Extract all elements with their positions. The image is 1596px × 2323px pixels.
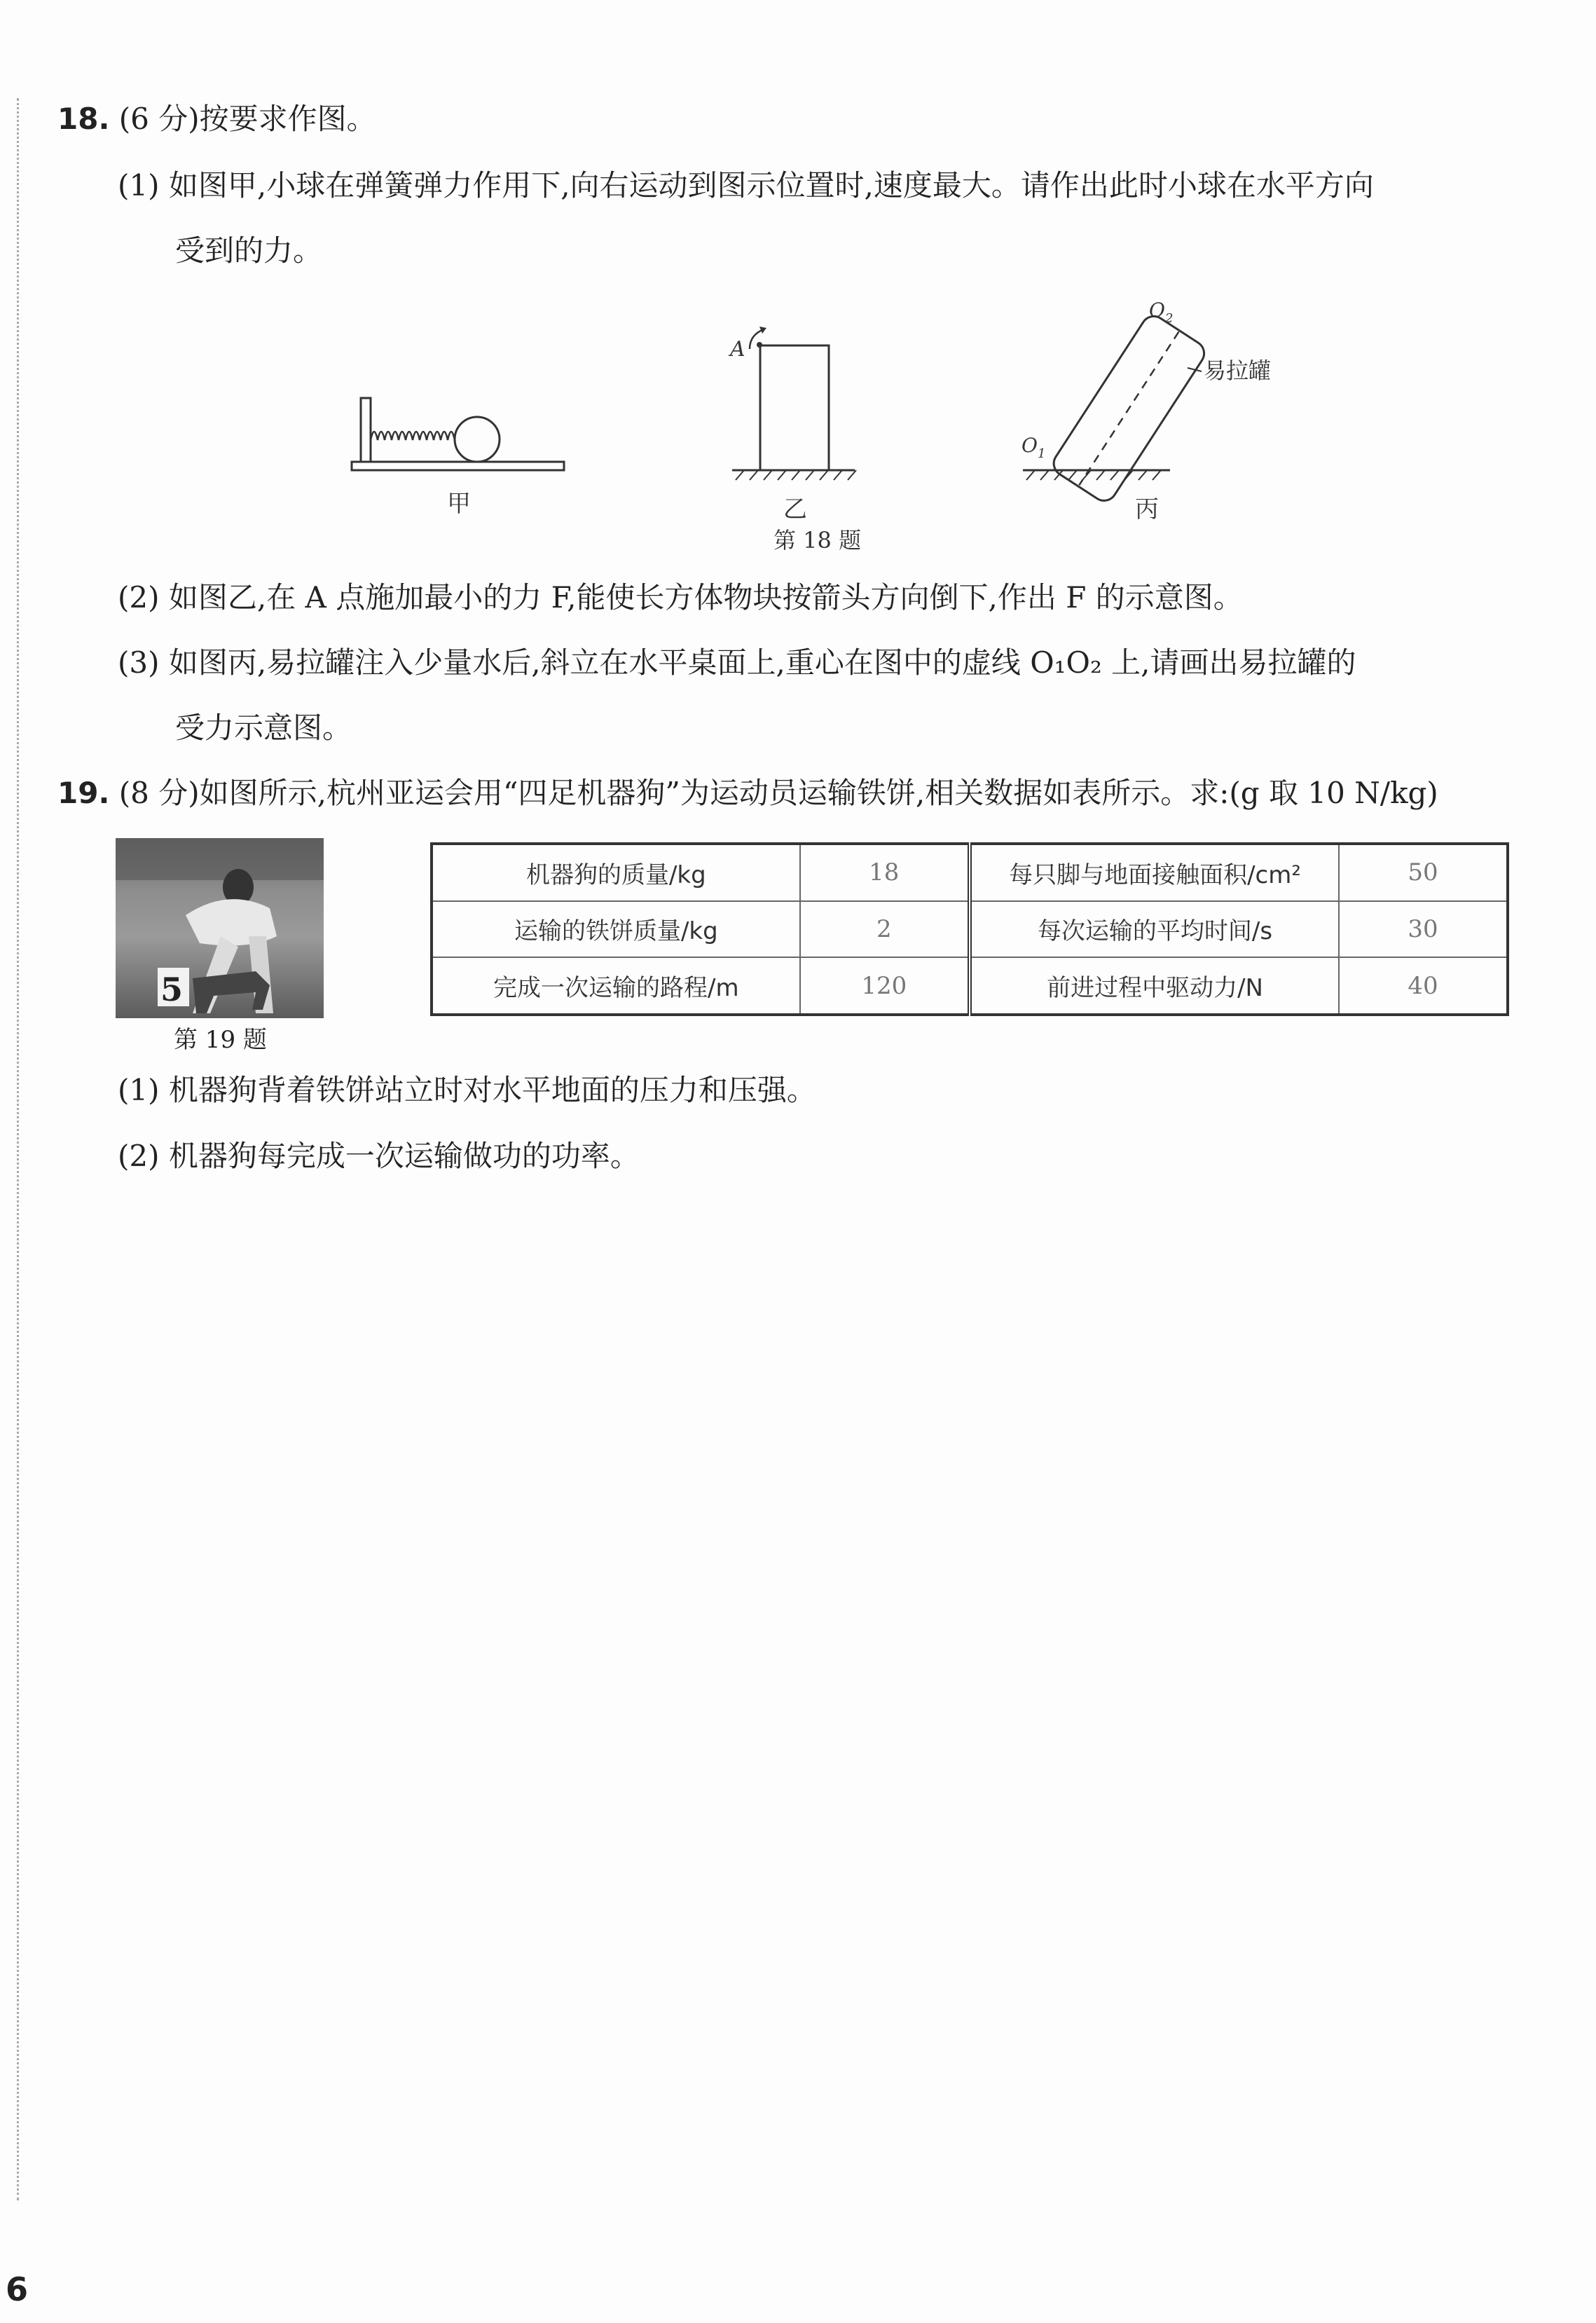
q19-head-text: (8 分)如图所示,杭州亚运会用“四足机器狗”为运动员运输铁饼,相关数据如表所示。求:(g 取 10 N/kg) xyxy=(118,776,1438,810)
robot-dog-shape xyxy=(193,971,270,1013)
table-row xyxy=(432,844,1508,901)
label-jia: 甲 xyxy=(447,490,471,518)
jia-wall xyxy=(361,398,371,462)
q18-part3-line1: (3) 如图丙,易拉罐注入少量水后,斜立在水平桌面上,重心在图中的虚线 O₁O₂ 上,请画出易拉罐的 xyxy=(118,645,1356,680)
table-cell-label: 机器狗的质量/kg xyxy=(432,844,800,901)
robot-dog-photo xyxy=(116,838,324,1018)
q18-number: 18. xyxy=(57,102,110,136)
table-cell-value: 40 xyxy=(1339,957,1508,1015)
jia-spring xyxy=(371,432,455,440)
table-cell-value: 30 xyxy=(1339,901,1508,957)
table-cell-label: 运输的铁饼质量/kg xyxy=(432,901,800,957)
label-O1: $O_1$ xyxy=(1021,434,1046,461)
jia-base xyxy=(352,462,564,470)
q19-number: 19. xyxy=(57,776,110,810)
label-bing: 丙 xyxy=(1135,495,1159,523)
q19-data-table xyxy=(430,842,1509,1016)
bing-center-dashed-line xyxy=(1079,331,1178,485)
label-yi: 乙 xyxy=(783,495,807,523)
figure-yi xyxy=(728,327,861,554)
binding-margin-line xyxy=(17,98,19,2200)
table-row xyxy=(432,901,1508,957)
q18-heading xyxy=(57,98,376,140)
figure-bing xyxy=(1021,301,1271,523)
table-row xyxy=(432,957,1508,1015)
q19-caption: 第 19 题 xyxy=(174,1026,267,1054)
table-cell-value: 50 xyxy=(1339,844,1508,901)
robot-dog-photo-art xyxy=(116,838,324,1018)
label-O2: $O_2$ xyxy=(1149,301,1174,326)
label-A: A xyxy=(730,337,745,362)
figure-jia xyxy=(352,398,564,518)
table-cell-value: 18 xyxy=(800,844,970,901)
q18-part1-line2: 受到的力。 xyxy=(175,233,323,268)
label-can: 易拉罐 xyxy=(1204,357,1272,384)
q18-head-text: (6 分)按要求作图。 xyxy=(118,102,376,136)
yi-ground-hatch xyxy=(736,470,856,480)
table-cell-label: 完成一次运输的路程/m xyxy=(432,957,800,1015)
table-cell-label: 每次运输的平均时间/s xyxy=(970,901,1339,957)
page-number: 6 xyxy=(6,2270,29,2308)
bing-ground-hatch xyxy=(1026,470,1161,480)
q19-part2: (2) 机器狗每完成一次运输做功的功率。 xyxy=(118,1139,640,1173)
table-cell-label: 前进过程中驱动力/N xyxy=(970,957,1339,1015)
jia-ball xyxy=(455,417,500,462)
table-cell-value: 120 xyxy=(800,957,970,1015)
bib-number: 5 xyxy=(160,971,184,1008)
q18-caption: 第 18 题 xyxy=(773,527,862,554)
q19-part1: (1) 机器狗背着铁饼站立时对水平地面的压力和压强。 xyxy=(118,1073,816,1107)
q18-part3-line2: 受力示意图。 xyxy=(175,711,352,745)
table-cell-value: 2 xyxy=(800,901,970,957)
table-cell-label: 每只脚与地面接触面积/cm² xyxy=(970,844,1339,901)
q18-part2: (2) 如图乙,在 A 点施加最小的力 F,能使长方体物块按箭头方向倒下,作出 F 的示意图。 xyxy=(118,580,1243,615)
q18-part1-line1: (1) 如图甲,小球在弹簧弹力作用下,向右运动到图示位置时,速度最大。请作出此时小球在水平方向 xyxy=(118,168,1374,203)
q18-figure xyxy=(343,301,1310,561)
yi-block xyxy=(760,345,829,470)
point-A xyxy=(757,342,762,348)
q19-heading xyxy=(57,772,1438,814)
